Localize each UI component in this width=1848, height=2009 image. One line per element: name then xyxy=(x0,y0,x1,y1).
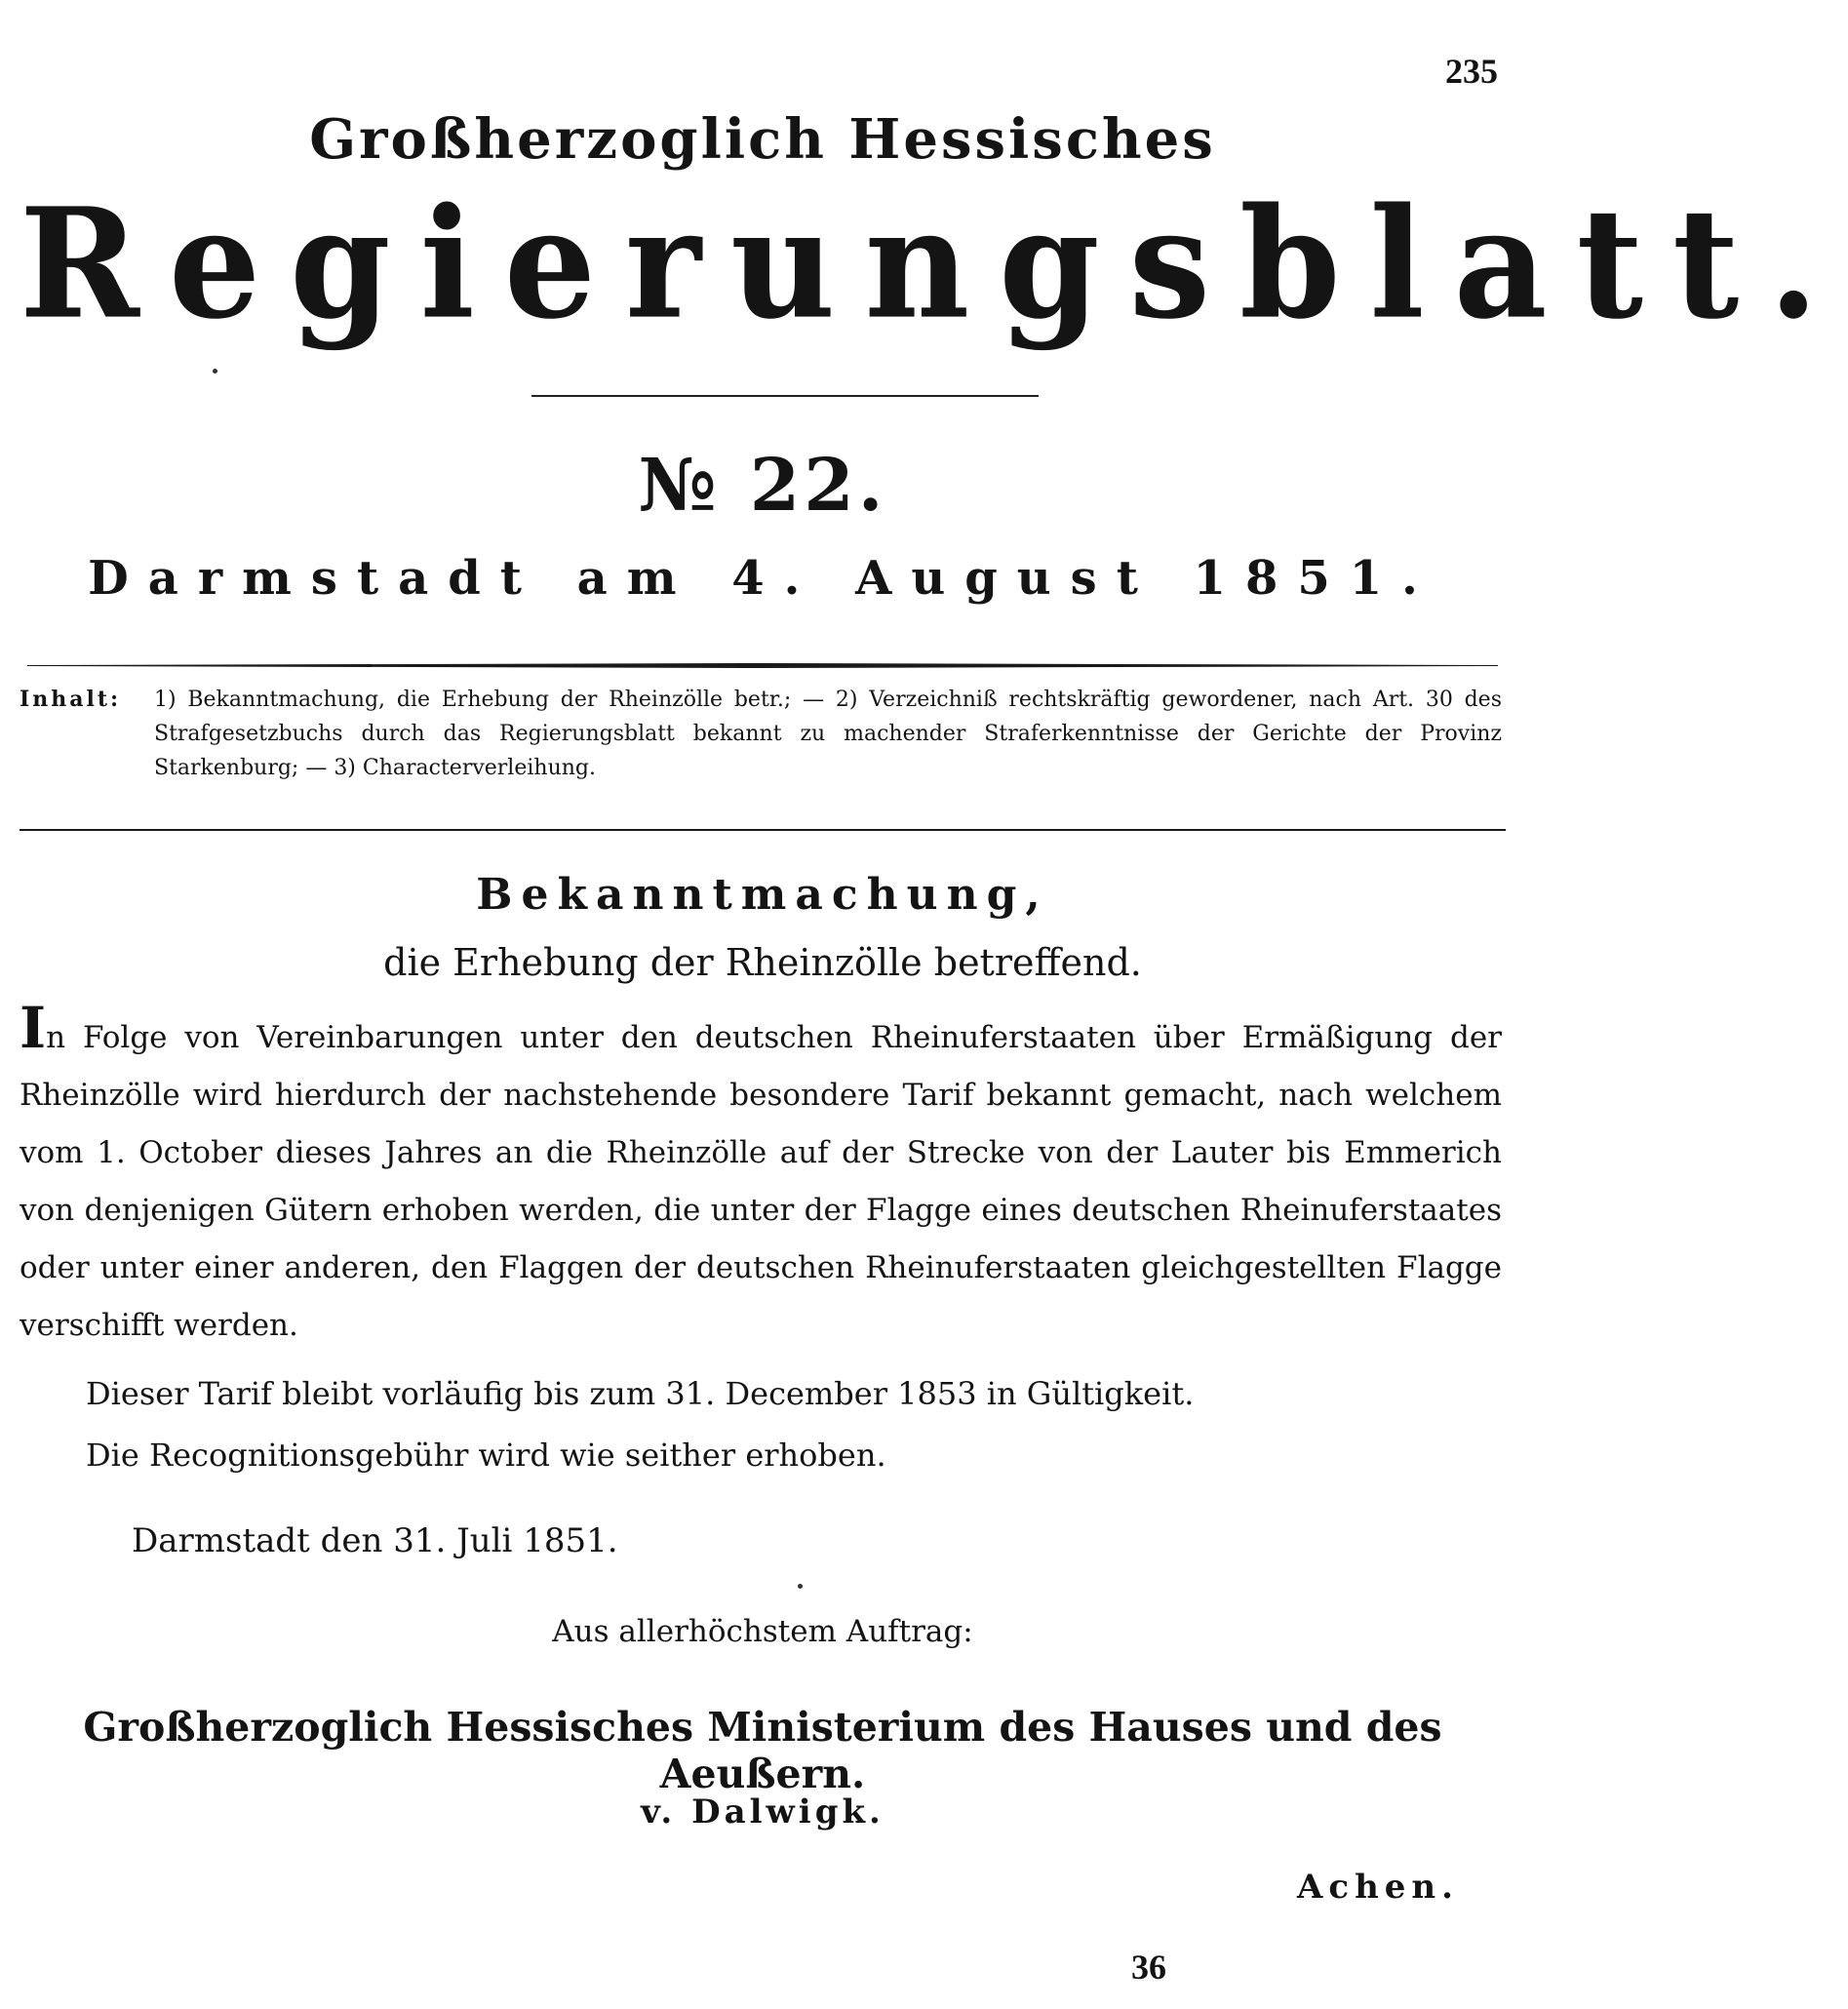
announcement-body xyxy=(20,995,1502,1355)
print-speck xyxy=(798,1584,803,1589)
signatory: v. Dalwigk. xyxy=(641,1792,885,1832)
header-divider xyxy=(27,663,1498,668)
place-date: Darmstadt den 31. Juli 1851. xyxy=(132,1521,618,1560)
sheet-number: 36 xyxy=(1131,1948,1166,1987)
announcement-heading: Bekanntmachung, xyxy=(476,870,1049,920)
by-order-line: Aus allerhöchstem Auftrag: xyxy=(552,1614,973,1649)
masthead-title: Regierungsblatt. xyxy=(20,174,1848,353)
issue-number: № 22. xyxy=(638,444,887,528)
recognition-fee-line: Die Recognitionsgebühr wird wie seither erhoben. xyxy=(86,1437,886,1474)
page-number: 235 xyxy=(1445,52,1498,91)
print-speck xyxy=(213,369,217,374)
contents-text: 1) Bekanntmachung, die Erhebung der Rheinzölle betr.; — 2) Verzeichniß rechtskräftig gewordener, nach Art. 30 des Strafgesetzbuchs durch das Regierungsblatt bekannt zu machender Straferkenntnisse der Gerichte der Provinz Starkenburg; — 3) Characterverleihung. xyxy=(154,688,1502,780)
announcement-body-text: n Folge von Vereinbarungen unter den deutschen Rheinuferstaaten über Ermäßigung der Rheinzölle wird hierdurch der nachstehende besondere Tarif bekannt gemacht, nach welchem vom 1. October dieses Jahres an die Rheinzölle auf der Strecke von der Lauter bis Emmerich von denjenigen Gütern erhoben werden, die unter der Flagge eines deutschen Rheinuferstaates oder unter einer anderen, den Flaggen der deutschen Rheinuferstaaten gleichgestellten Flagge verschifft werden. xyxy=(20,1020,1502,1343)
issue-date: Darmstadt am 4. August 1851. xyxy=(88,551,1437,606)
contents-label: Inhalt: xyxy=(20,687,122,712)
announcement-subheading: die Erhebung der Rheinzölle betreffend. xyxy=(383,941,1142,984)
tariff-validity-line: Dieser Tarif bleibt vorläufig bis zum 31. December 1853 in Gültigkeit. xyxy=(86,1375,1195,1412)
countersignatory: Achen. xyxy=(1297,1868,1459,1907)
contents-block xyxy=(20,683,1502,785)
title-divider xyxy=(531,395,1039,397)
ministry-name: Großherzoglich Hessisches Ministerium des Hauses und des Aeußern. xyxy=(83,1704,1442,1797)
masthead-subtitle: Großherzoglich Hessisches xyxy=(309,107,1216,172)
contents-divider xyxy=(20,829,1506,831)
drop-initial: I xyxy=(20,995,47,1061)
